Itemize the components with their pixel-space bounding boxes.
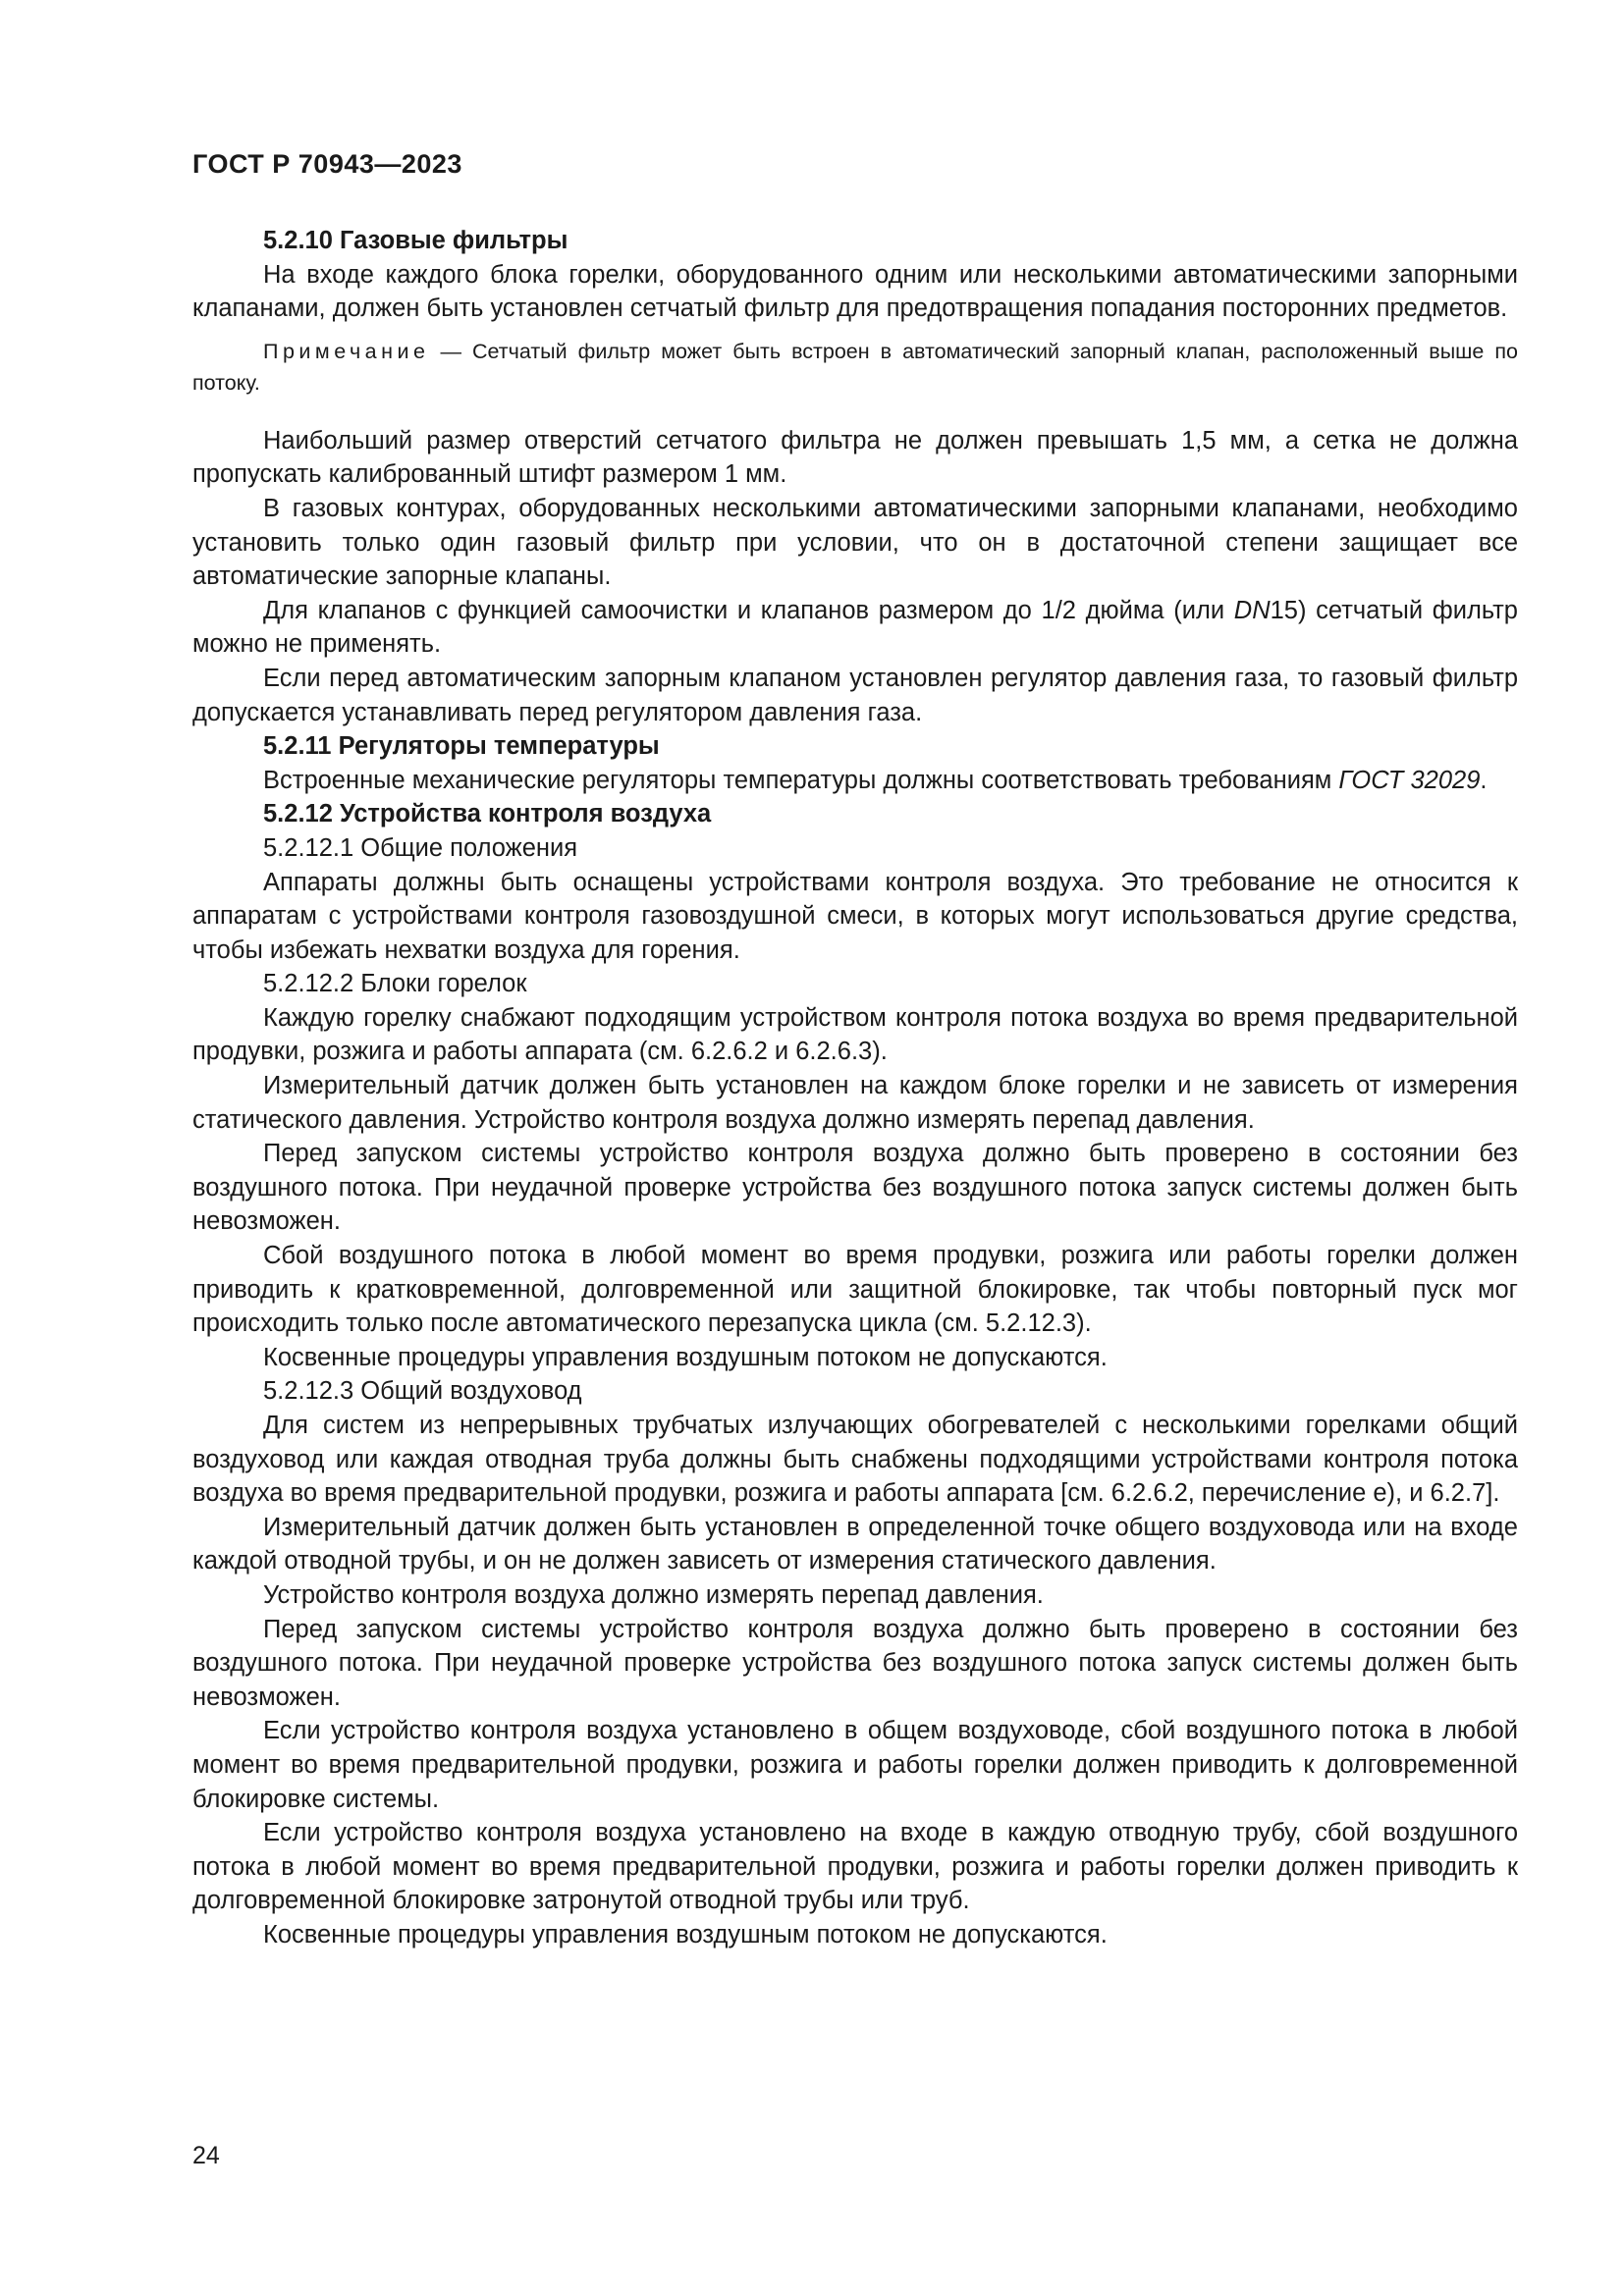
- document-header: ГОСТ Р 70943—2023: [192, 149, 462, 179]
- note: [192, 336, 1518, 399]
- paragraph: Каждую горелку снабжают подходящим устройством контроля потока воздуха во время предварительной продувки, розжига и работы аппарата (см. 6.2.6.2 и 6.2.6.3).: [192, 1003, 1518, 1066]
- paragraph: Для клапанов с функцией самоочистки и клапанов размером до 1/2 дюйма (или DN15) сетчатый фильтр можно не применять.: [192, 596, 1518, 659]
- section-5-2-11-title: 5.2.11 Регуляторы температуры: [263, 732, 660, 761]
- paragraph: Перед запуском системы устройство контроля воздуха должно быть проверено в состоянии без воздушного потока. При неудачной проверке устройства без воздушного потока запуск системы должен быть невозможен.: [192, 1140, 1518, 1236]
- paragraph: Измерительный датчик должен быть установлен на каждом блоке горелки и не зависеть от измерения статического давления. Устройство контроля воздуха должно измерять перепад давления.: [192, 1072, 1518, 1134]
- note-text: — Сетчатый фильтр может быть встроен в автоматический запорный клапан, расположенный выше по потоку.: [192, 339, 1518, 395]
- subsection-5-2-12-3-title: 5.2.12.3 Общий воздуховод: [263, 1377, 582, 1406]
- paragraph: Наибольший размер отверстий сетчатого фильтра не должен превышать 1,5 мм, а сетка не должна пропускать калиброванный штифт размером 1 мм.: [192, 426, 1518, 489]
- page-number: 24: [192, 2142, 220, 2169]
- section-5-2-10-title: 5.2.10 Газовые фильтры: [263, 227, 568, 254]
- paragraph: Косвенные процедуры управления воздушным потоком не допускаются.: [263, 1920, 1108, 1949]
- note-label: Примечание: [263, 339, 430, 363]
- paragraph: На входе каждого блока горелки, оборудованного одним или несколькими автоматическими запорными клапанами, должен быть установлен сетчатый фильтр для предотвращения попадания посторонних предметов.: [192, 260, 1518, 323]
- page-content: [192, 224, 1518, 1952]
- subsection-5-2-12-2-title: 5.2.12.2 Блоки горелок: [263, 970, 527, 998]
- paragraph: Устройство контроля воздуха должно измерять перепад давления.: [263, 1580, 1044, 1609]
- paragraph: Если устройство контроля воздуха установлено в общем воздуховоде, сбой воздушного потока в любой момент во время предварительной продувки, розжига и работы горелки должен приводить к долговременной блокировке системы.: [192, 1717, 1518, 1813]
- paragraph: Для систем из непрерывных трубчатых излучающих обогревателей с несколькими горелками общий воздуховод или каждая отводная труба должны быть снабжены подходящими устройствами контроля потока воздуха во время предварительной продувки, розжига и работы аппарата [см. 6.2.6.2, перечисление е), и 6.2.7].: [192, 1412, 1518, 1508]
- dn-designation: DN: [1233, 596, 1271, 624]
- standard-reference: ГОСТ 32029: [1338, 766, 1481, 794]
- subsection-5-2-12-1-title: 5.2.12.1 Общие положения: [263, 833, 578, 862]
- paragraph: Встроенные механические регуляторы температуры должны соответствовать требованиям ГОСТ 32029.: [263, 766, 1488, 794]
- paragraph: Если устройство контроля воздуха установлено на входе в каждую отводную трубу, сбой воздушного потока в любой момент во время предварительной продувки, розжига и работы горелки должен приводить к долговременной блокировке затронутой отводной трубы или труб.: [192, 1819, 1518, 1915]
- paragraph: Перед запуском системы устройство контроля воздуха должно быть проверено в состоянии без воздушного потока. При неудачной проверке устройства без воздушного потока запуск системы должен быть невозможен.: [192, 1615, 1518, 1711]
- paragraph: Если перед автоматическим запорным клапаном установлен регулятор давления газа, то газовый фильтр допускается устанавливать перед регулятором давления газа.: [192, 664, 1518, 726]
- paragraph: В газовых контурах, оборудованных несколькими автоматическими запорными клапанами, необходимо установить только один газовый фильтр при условии, что он в достаточной степени защищает все автоматические запорные клапаны.: [192, 494, 1518, 591]
- paragraph: Сбой воздушного потока в любой момент во время продувки, розжига или работы горелки должен приводить к кратковременной, долговременной или защитной блокировке, так чтобы повторный пуск мог происходить только после автоматического перезапуска цикла (см. 5.2.12.3).: [192, 1242, 1518, 1338]
- section-5-2-12-title: 5.2.12 Устройства контроля воздуха: [263, 800, 712, 828]
- paragraph: Аппараты должны быть оснащены устройствами контроля воздуха. Это требование не относится к аппаратам с устройствами контроля газовоздушной смеси, в которых могут использоваться другие средства, чтобы избежать нехватки воздуха для горения.: [192, 868, 1518, 964]
- paragraph: Измерительный датчик должен быть установлен в определенной точке общего воздуховода или на входе каждой отводной трубы, и он не должен зависеть от измерения статического давления.: [192, 1513, 1518, 1575]
- paragraph: Косвенные процедуры управления воздушным потоком не допускаются.: [263, 1343, 1108, 1371]
